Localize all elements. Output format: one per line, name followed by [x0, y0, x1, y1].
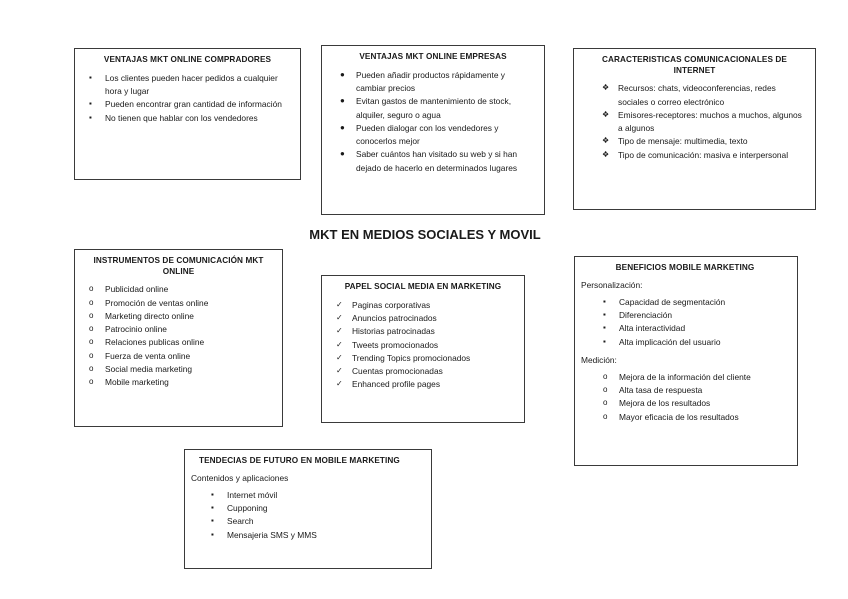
circle-bullet-icon: o — [603, 398, 608, 408]
dot-bullet-icon: ● — [340, 96, 345, 106]
list-item: ✓ Tweets promocionados — [336, 339, 439, 350]
item-list — [191, 489, 423, 542]
dot-bullet-icon: ● — [340, 69, 345, 79]
box-title: INSTRUMENTOS DE COMUNICACIÓN MKT ONLINE — [93, 256, 264, 276]
box-title: VENTAJAS MKT ONLINE COMPRADORES — [103, 55, 272, 64]
item-list — [330, 299, 516, 392]
checkmark-icon: ✓ — [336, 326, 343, 336]
list-item: ❖ Recursos: chats, videoconferencias, redes sociales o correo electrónico — [602, 83, 776, 107]
list-item: ▪ Diferenciación — [603, 309, 673, 320]
list-item: ▪ Cupponing — [211, 502, 268, 513]
square-bullet-icon: ▪ — [89, 112, 92, 122]
list-item: ✓ Cuentas promocionadas — [336, 366, 443, 377]
circle-bullet-icon: o — [89, 364, 94, 373]
box-ventajas-empresas — [321, 45, 545, 215]
list-item: o Fuerza de venta online — [89, 350, 191, 361]
item-list — [582, 82, 807, 162]
box-title: TENDECIAS DE FUTURO EN MOBILE MARKETING — [199, 456, 400, 465]
list-item: ▪ Capacidad de segmentación — [603, 296, 726, 307]
list-item: ❖ Emisores-receptores: muchos a muchos, algunos a algunos — [602, 109, 802, 134]
list-item: ✓ Historias patrocinadas — [336, 326, 435, 337]
list-item: ● Evitan gastos de mantenimiento de stock, alquiler, seguro o agua — [340, 96, 512, 120]
diamond-bullet-icon: ❖ — [602, 149, 610, 159]
box-caracteristicas-internet — [573, 48, 816, 210]
checkmark-icon: ✓ — [336, 339, 343, 349]
square-bullet-icon: ▪ — [89, 99, 92, 109]
diamond-bullet-icon: ❖ — [602, 83, 610, 93]
list-item: ▪ Pueden encontrar gran cantidad de información — [89, 99, 282, 110]
box-papel-social-media — [321, 275, 525, 423]
checkmark-icon: ✓ — [336, 352, 343, 362]
list-item: ❖ Tipo de mensaje: multimedia, texto — [602, 136, 748, 147]
circle-bullet-icon: o — [603, 371, 608, 381]
list-item: o Mobile marketing — [89, 377, 169, 388]
circle-bullet-icon: o — [89, 350, 94, 360]
diamond-bullet-icon: ❖ — [602, 109, 610, 119]
list-item: o Alta tasa de respuesta — [603, 385, 703, 396]
list-item: o Mejora de la información del cliente — [603, 371, 751, 382]
circle-bullet-icon: o — [603, 411, 608, 421]
item-list — [581, 371, 789, 424]
circle-bullet-icon: o — [603, 385, 608, 395]
section-label: Medición: — [581, 354, 617, 365]
box-tendencias-futuro — [184, 449, 432, 569]
list-item: o Publicidad online — [89, 284, 169, 295]
center-title: MKT EN MEDIOS SOCIALES Y MOVIL — [309, 227, 541, 242]
square-bullet-icon: ▪ — [211, 516, 214, 526]
list-item: o Mejora de los resultados — [603, 398, 711, 409]
item-list — [83, 72, 292, 125]
square-bullet-icon: ▪ — [603, 309, 606, 319]
list-item: o Patrocinio online — [89, 324, 167, 335]
list-item: ▪ Los clientes pueden hacer pedidos a cualquier hora y lugar — [89, 72, 278, 96]
square-bullet-icon: ▪ — [89, 72, 92, 82]
checkmark-icon: ✓ — [336, 312, 343, 322]
list-item: ▪ Alta implicación del usuario — [603, 336, 721, 347]
box-ventajas-compradores — [74, 48, 301, 180]
checkmark-icon: ✓ — [336, 366, 343, 376]
circle-bullet-icon: o — [89, 324, 94, 334]
list-item: o Social media marketing — [89, 364, 193, 374]
list-item: ● Pueden añadir productos rápidamente y cambiar precios — [340, 69, 505, 93]
section-label: Personalización: — [581, 279, 643, 290]
circle-bullet-icon: o — [89, 377, 94, 387]
list-item: ✓ Enhanced profile pages — [336, 379, 441, 390]
item-list — [330, 69, 536, 175]
square-bullet-icon: ▪ — [211, 529, 214, 539]
box-title: PAPEL SOCIAL MEDIA EN MARKETING — [344, 282, 502, 291]
list-item: o Marketing directo online — [89, 310, 194, 321]
list-item: ✓ Paginas corporativas — [336, 299, 431, 310]
section-label: Contenidos y aplicaciones — [191, 472, 289, 483]
list-item: o Relaciones publicas online — [89, 337, 205, 348]
circle-bullet-icon: o — [89, 337, 94, 347]
checkmark-icon: ✓ — [336, 299, 343, 309]
list-item: ▪ No tienen que hablar con los vendedores — [89, 112, 258, 123]
box-beneficios-mobile — [574, 256, 798, 466]
list-item: ✓ Trending Topics promocionados — [336, 352, 471, 363]
circle-bullet-icon: o — [89, 284, 94, 294]
square-bullet-icon: ▪ — [211, 489, 214, 499]
box-title: BENEFICIOS MOBILE MARKETING — [615, 263, 755, 272]
dot-bullet-icon: ● — [340, 149, 345, 159]
circle-bullet-icon: o — [89, 310, 94, 320]
list-item: ● Pueden dialogar con los vendedores y conocerlos mejor — [340, 122, 499, 147]
square-bullet-icon: ▪ — [603, 323, 606, 333]
square-bullet-icon: ▪ — [603, 296, 606, 306]
circle-bullet-icon: o — [89, 297, 94, 307]
list-item: ❖ Tipo de comunicación: masiva e interpersonal — [602, 149, 789, 160]
square-bullet-icon: ▪ — [211, 502, 214, 512]
box-instrumentos-comunicacion — [74, 249, 283, 427]
square-bullet-icon: ▪ — [603, 336, 606, 346]
box-title: VENTAJAS MKT ONLINE EMPRESAS — [359, 52, 507, 61]
list-item: o Promoción de ventas online — [89, 297, 209, 308]
list-item: ▪ Mensajeria SMS y MMS — [211, 529, 317, 540]
list-item: ▪ Internet móvil — [211, 489, 278, 500]
list-item: ▪ Alta interactividad — [603, 323, 686, 334]
item-list — [83, 283, 274, 389]
list-item: ✓ Anuncios patrocinados — [336, 312, 437, 323]
list-item: ● Saber cuántos han visitado su web y si han dejado de hacerlo en determinados lugares — [340, 149, 518, 173]
checkmark-icon: ✓ — [336, 379, 343, 389]
list-item: o Mayor eficacia de los resultados — [603, 411, 739, 422]
item-list — [581, 296, 789, 349]
list-item: ▪ Search — [211, 516, 254, 527]
diamond-bullet-icon: ❖ — [602, 136, 610, 146]
box-title: CARACTERISTICAS COMUNICACIONALES DE INTERNET — [602, 55, 787, 75]
dot-bullet-icon: ● — [340, 122, 345, 132]
